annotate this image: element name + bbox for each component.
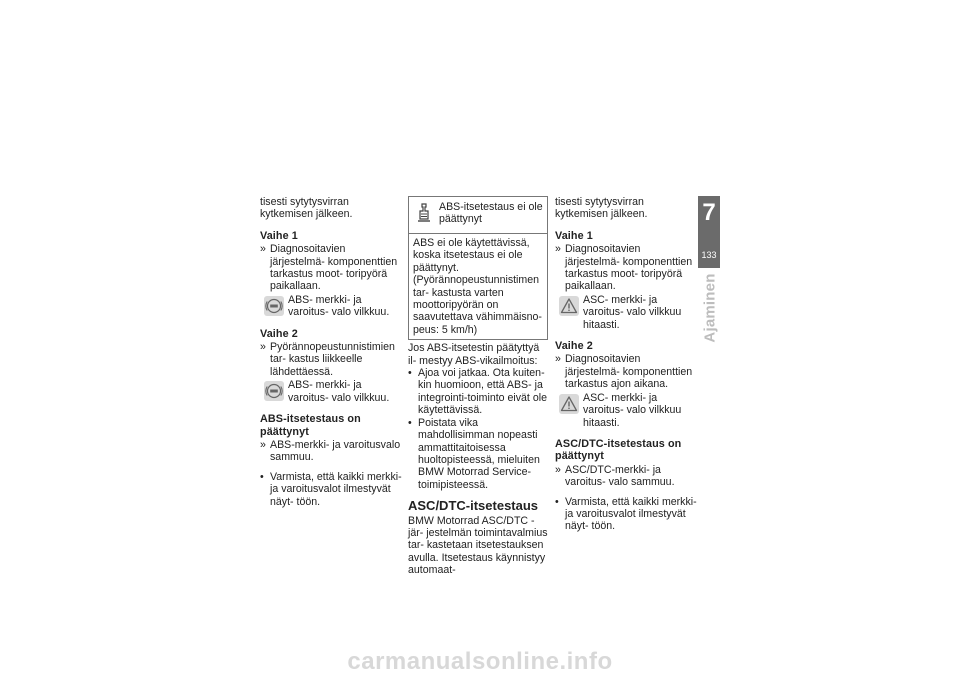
bullet-marker: • bbox=[408, 416, 412, 429]
check-bullet-text: Varmista, että kaikki merkki- ja varoitusvalot ilmestyvät näyt- töön. bbox=[270, 470, 402, 508]
abs-lamp-note bbox=[262, 294, 402, 319]
fault-bullet-2 bbox=[408, 417, 548, 491]
page-number: 133 bbox=[701, 250, 717, 260]
abs-end-text: ABS-merkki- ja varoitusvalo sammuu. bbox=[270, 438, 401, 464]
step1-text: Diagnosoitavien järjestelmä- komponenttien tarkastus moot- toripyörä paikallaan. bbox=[270, 243, 398, 293]
check-bullet bbox=[260, 471, 402, 508]
notice-box-title: ABS-itsetestaus ei ole päättynyt bbox=[439, 201, 543, 226]
intro-text: tisesti sytytysvirran kytkemisen jälkeen. bbox=[260, 196, 353, 221]
bullet-marker: • bbox=[408, 367, 412, 380]
section-title: Ajaminen bbox=[701, 273, 719, 343]
step2-text: Diagnosoitavien järjestelmä- komponenttien tarkastus ajon aikana. bbox=[565, 353, 693, 391]
notice-box-body: ABS ei ole käytettävissä, koska itsetestaus ei ole päättynyt. (Pyörännopeustunnistimen tar- kastusta varten moottoripyörän on saavutettava vähimmäisno- peus: 5 km/h) bbox=[413, 237, 542, 336]
abs-lamp-note bbox=[262, 379, 402, 404]
fault-bullet-1 bbox=[408, 367, 548, 417]
abs-end-item bbox=[260, 439, 402, 464]
step-marker: » bbox=[555, 463, 561, 476]
asc-dtc-heading: ASC/DTC-itsetestaus bbox=[408, 498, 539, 514]
step-marker: » bbox=[260, 438, 266, 451]
notice-box bbox=[408, 196, 548, 340]
step2-title: Vaihe 2 bbox=[555, 340, 593, 353]
check-bullet bbox=[555, 496, 697, 533]
fault-bullet-1-text: Ajoa voi jatkaa. Ota kuiten- kin huomioon, että ABS- ja integrointi-toiminto eivät ole käytettävissä. bbox=[418, 367, 547, 417]
check-bullet-text: Varmista, että kaikki merkki- ja varoitusvalot ilmestyvät näyt- töön. bbox=[565, 495, 697, 533]
after-box-text: Jos ABS-itsetestin päätyttyä il- mestyy ABS-vikailmoitus: bbox=[408, 342, 540, 367]
step1-title: Vaihe 1 bbox=[260, 229, 298, 242]
step2-item bbox=[555, 353, 697, 390]
abs-lamp-text: ABS- merkki- ja varoitus- valo vilkkuu. bbox=[288, 379, 390, 404]
column-1 bbox=[260, 196, 402, 508]
step1-item bbox=[260, 243, 402, 293]
bullet-marker: • bbox=[260, 470, 264, 483]
notice-box-header bbox=[409, 197, 547, 234]
step-marker: » bbox=[555, 243, 561, 256]
column-3 bbox=[555, 196, 697, 533]
abs-lamp-text: ABS- merkki- ja varoitus- valo vilkkuu. bbox=[288, 293, 390, 319]
chapter-number: 7 bbox=[702, 199, 716, 226]
asc-end-title: ASC/DTC-itsetestaus on päättynyt bbox=[555, 437, 682, 463]
chapter-tab bbox=[698, 196, 720, 268]
abs-warning-lamp-icon bbox=[264, 381, 284, 401]
abs-end-title: ABS-itsetestaus on päättynyt bbox=[260, 413, 361, 438]
asc-end-text: ASC/DTC-merkki- ja varoitus- valo sammuu. bbox=[565, 463, 675, 489]
step2-text: Pyörännopeustunnistimien tar- kastus liikkeelle lähdettäessä. bbox=[270, 341, 395, 378]
abs-warning-lamp-icon bbox=[264, 296, 284, 316]
asc-warning-triangle-icon bbox=[559, 394, 579, 414]
step2-title: Vaihe 2 bbox=[260, 327, 298, 340]
asc-lamp-note bbox=[557, 294, 697, 331]
asc-lamp-text: ASC- merkki- ja varoitus- valo vilkkuu hitaasti. bbox=[583, 391, 682, 429]
step-marker: » bbox=[555, 353, 561, 366]
asc-dtc-paragraph: BMW Motorrad ASC/DTC -jär- jestelmän toimintavalmius tar- kastetaan itsetestauksen avulla. Itsetestaus käynnistyy automaat- bbox=[408, 514, 548, 577]
column-2 bbox=[408, 196, 548, 577]
step-marker: » bbox=[260, 243, 266, 256]
step2-item bbox=[260, 341, 402, 378]
watermark-text: carmanualsonline.info bbox=[347, 648, 613, 675]
bullet-marker: • bbox=[555, 495, 559, 508]
asc-end-item bbox=[555, 464, 697, 489]
step1-item bbox=[555, 243, 697, 293]
step-marker: » bbox=[260, 341, 266, 354]
asc-lamp-note bbox=[557, 392, 697, 429]
asc-lamp-text: ASC- merkki- ja varoitus- valo vilkkuu hitaasti. bbox=[583, 293, 682, 331]
intro-text: tisesti sytytysvirran kytkemisen jälkeen. bbox=[555, 196, 648, 221]
fault-bullet-2-text: Poistata vika mahdollisimman nopeasti ammattitaitoisessa huoltopisteessä, mieluiten BMW Motorrad Service- toimipisteessä. bbox=[418, 416, 540, 491]
wrench-notice-icon bbox=[415, 203, 433, 223]
asc-warning-triangle-icon bbox=[559, 296, 579, 316]
step1-text: Diagnosoitavien järjestelmä- komponenttien tarkastus moot- toripyörä paikallaan. bbox=[565, 243, 693, 293]
step1-title: Vaihe 1 bbox=[555, 229, 593, 242]
